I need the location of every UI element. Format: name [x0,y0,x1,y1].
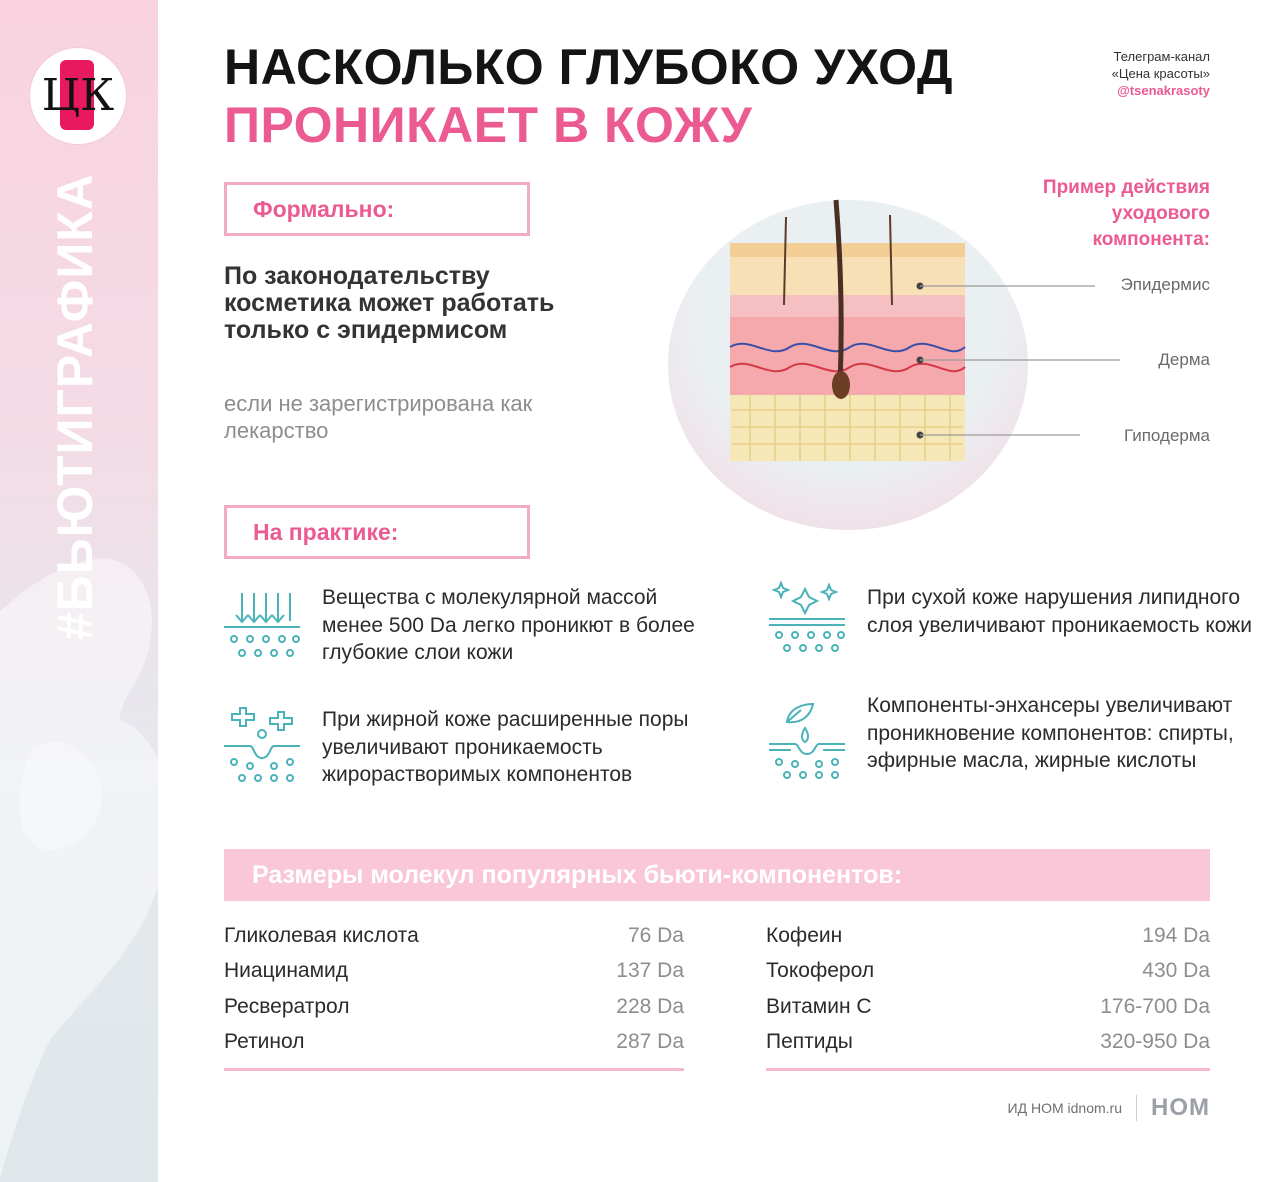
sizes-heading: Размеры молекул популярных бьюти-компонентов: [252,860,903,889]
practice-item-4: Компоненты-энхансеры увеличивают проникновение компонентов: спирты, эфирные масла, жирные кислоты [867,694,1234,772]
component-size: 137 Da [616,959,684,983]
component-name: Ретинол [224,1030,305,1054]
component-size: 176-700 Da [1100,994,1210,1018]
hashtag-label: #БЬЮТИГРАФИКА [47,173,103,640]
sizes-heading-band [224,849,1210,901]
page-title-line1: НАСКОЛЬКО ГЛУБОКО УХОД [224,39,953,95]
table-row [766,918,1210,954]
sizes-table-right [766,918,1210,1060]
channel-name: «Цена красоты» [1111,66,1210,81]
formal-heading: Формально: [224,182,530,236]
publisher-link[interactable]: ИД НОМ idnom.ru [1007,1100,1122,1116]
formal-text: По законодательству косметика может работать только с эпидермисом [224,262,555,344]
label-hypodermis: Гиподерма [1123,426,1210,445]
table-row [224,918,684,954]
table-row [224,989,684,1025]
label-dermis: Дерма [1158,350,1210,369]
component-name: Кофеин [766,923,843,947]
component-size: 320-950 Da [1100,1030,1210,1054]
table-divider [224,1068,684,1071]
component-name: Ресвератрол [224,994,350,1018]
channel-label: Телеграм-канал [1113,49,1210,64]
component-name: Ниацинамид [224,959,349,983]
enhancer-leaf-icon [767,700,847,780]
component-name: Витамин С [766,994,872,1018]
diagram-caption: Пример действия уходового компонента: [1042,177,1210,250]
svg-text:ЦК: ЦК [41,70,115,121]
label-epidermis: Эпидермис [1120,275,1210,294]
practice-heading: На практике: [224,505,530,559]
molecule-penetration-icon [222,587,302,667]
practice-item-3: При жирной коже расширенные поры увеличивают проникаемость жирорастворимых компонентов [322,708,689,786]
channel-handle[interactable]: @tsenakrasoty [1117,83,1210,98]
table-row [766,954,1210,990]
component-size: 194 Da [1142,923,1210,947]
table-divider [766,1068,1210,1071]
component-size: 76 Da [627,923,684,947]
component-name: Гликолевая кислота [224,923,419,947]
side-band [0,0,158,1182]
brand-wordmark: НОМ [1151,1094,1210,1121]
component-size: 430 Da [1142,959,1210,983]
component-name: Пептиды [766,1030,853,1054]
formal-note: если не зарегистрирована как лекарство [224,391,533,443]
channel-info [1112,48,1210,99]
component-size: 287 Da [616,1030,684,1054]
table-row [224,1025,684,1061]
table-row [766,1025,1210,1061]
dry-skin-sparkle-icon [767,575,847,655]
practice-item-2: При сухой коже нарушения липидного слоя увеличивают проникаемость кожи [867,586,1252,637]
component-size: 228 Da [616,994,684,1018]
table-row [224,954,684,990]
component-name: Токоферол [766,959,875,983]
footer [1008,1094,1210,1122]
sizes-table-left [224,918,684,1060]
table-row [766,989,1210,1025]
footer-divider [1136,1095,1137,1121]
brand-logo [30,48,126,144]
oily-pores-icon [222,706,302,786]
practice-item-1: Вещества с молекулярной массой менее 500 Da легко проникют в более глубокие слои кожи [322,586,695,664]
page-title-line2: ПРОНИКАЕТ В КОЖУ [224,97,753,153]
